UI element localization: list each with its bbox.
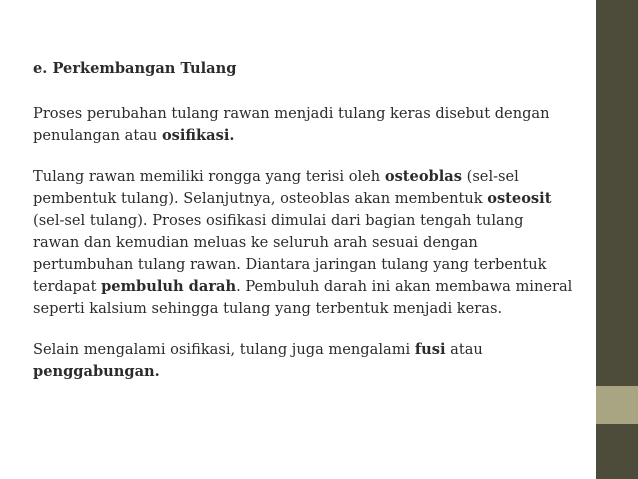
right-bar-accent-block xyxy=(596,386,638,424)
paragraph-text: (sel-sel pembentuk tulang). Selanjutnya, osteoblas akan membentuk xyxy=(33,168,519,207)
paragraph-osifikasi xyxy=(33,103,573,147)
paragraph-fusi xyxy=(33,339,573,383)
paragraph-text: . Pembuluh darah ini akan membawa mineral seperti kalsium sehingga tulang yang terbentuk menjadi keras. xyxy=(33,278,573,317)
term-osteosit: osteosit xyxy=(487,190,552,207)
paragraph-osteoblas xyxy=(33,166,573,320)
paragraph-text: atau xyxy=(445,341,483,358)
term-penggabungan: penggabungan. xyxy=(33,363,160,380)
paragraph-text: (sel-sel tulang). Proses osifikasi dimulai dari bagian tengah tulang rawan dan kemudian meluas ke seluruh arah sesuai dengan pertumbuhan tulang rawan. Diantara jaringan tulang yang terbentuk terdapat xyxy=(33,212,547,295)
slide-content xyxy=(33,58,573,402)
term-osteoblas: osteoblas xyxy=(384,168,462,185)
paragraph-text: Selain mengalami osifikasi, tulang juga mengalami xyxy=(33,341,415,358)
paragraph-text: Proses perubahan tulang rawan menjadi tulang keras disebut dengan penulangan atau xyxy=(33,105,550,144)
term-osifikasi: osifikasi. xyxy=(161,127,235,144)
paragraph-text: Tulang rawan memiliki rongga yang terisi oleh xyxy=(33,168,385,185)
term-pembuluh-darah: pembuluh darah xyxy=(101,278,237,295)
slide-heading: e. Perkembangan Tulang xyxy=(33,60,237,77)
term-fusi: fusi xyxy=(414,341,446,358)
